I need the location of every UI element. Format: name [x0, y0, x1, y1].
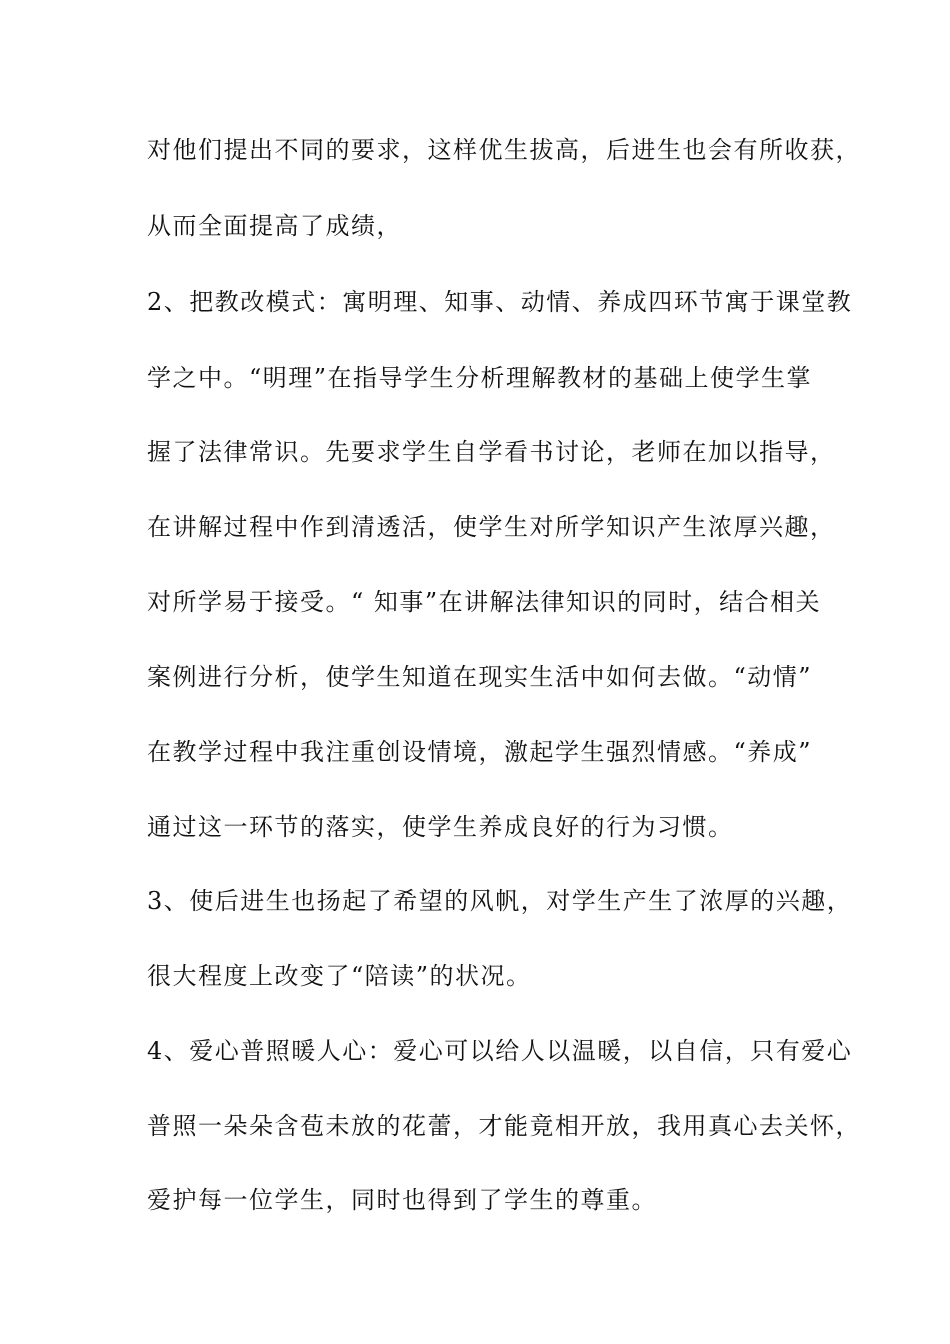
paragraph-line: 从而全面提高了成绩，: [147, 212, 402, 240]
paragraph-line: 3、使后进生也扬起了希望的风帆，对学生产生了浓厚的兴趣，: [147, 887, 853, 915]
paragraph-line: 握了法律常识。先要求学生自学看书讨论，老师在加以指导，: [147, 438, 836, 466]
paragraph-line: 案例进行分析，使学生知道在现实生活中如何去做。“动情”: [147, 663, 813, 691]
paragraph-line: 普照一朵朵含苞未放的花蕾，才能竟相开放，我用真心去关怀，: [147, 1112, 861, 1140]
paragraph-line: 爱护每一位学生，同时也得到了学生的尊重。: [147, 1186, 657, 1214]
paragraph-line: 学之中。“明理”在指导学生分析理解教材的基础上使学生掌: [147, 364, 813, 392]
paragraph-line: 在教学过程中我注重创设情境，激起学生强烈情感。“养成”: [147, 738, 813, 766]
paragraph-line: 对所学易于接受。“ 知事”在讲解法律知识的同时，结合相关: [147, 588, 822, 616]
paragraph-line: 4、爱心普照暖人心：爱心可以给人以温暖，以自信，只有爱心: [147, 1037, 853, 1065]
paragraph-line: 通过这一环节的落实，使学生养成良好的行为习惯。: [147, 813, 734, 841]
paragraph-line: 对他们提出不同的要求，这样优生拔高，后进生也会有所收获，: [147, 136, 861, 164]
paragraph-line: 很大程度上改变了“陪读”的状况。: [147, 962, 532, 990]
paragraph-line: 2、把教改模式：寓明理、知事、动情、养成四环节寓于课堂教: [147, 288, 853, 316]
paragraph-line: 在讲解过程中作到清透活，使学生对所学知识产生浓厚兴趣，: [147, 513, 836, 541]
